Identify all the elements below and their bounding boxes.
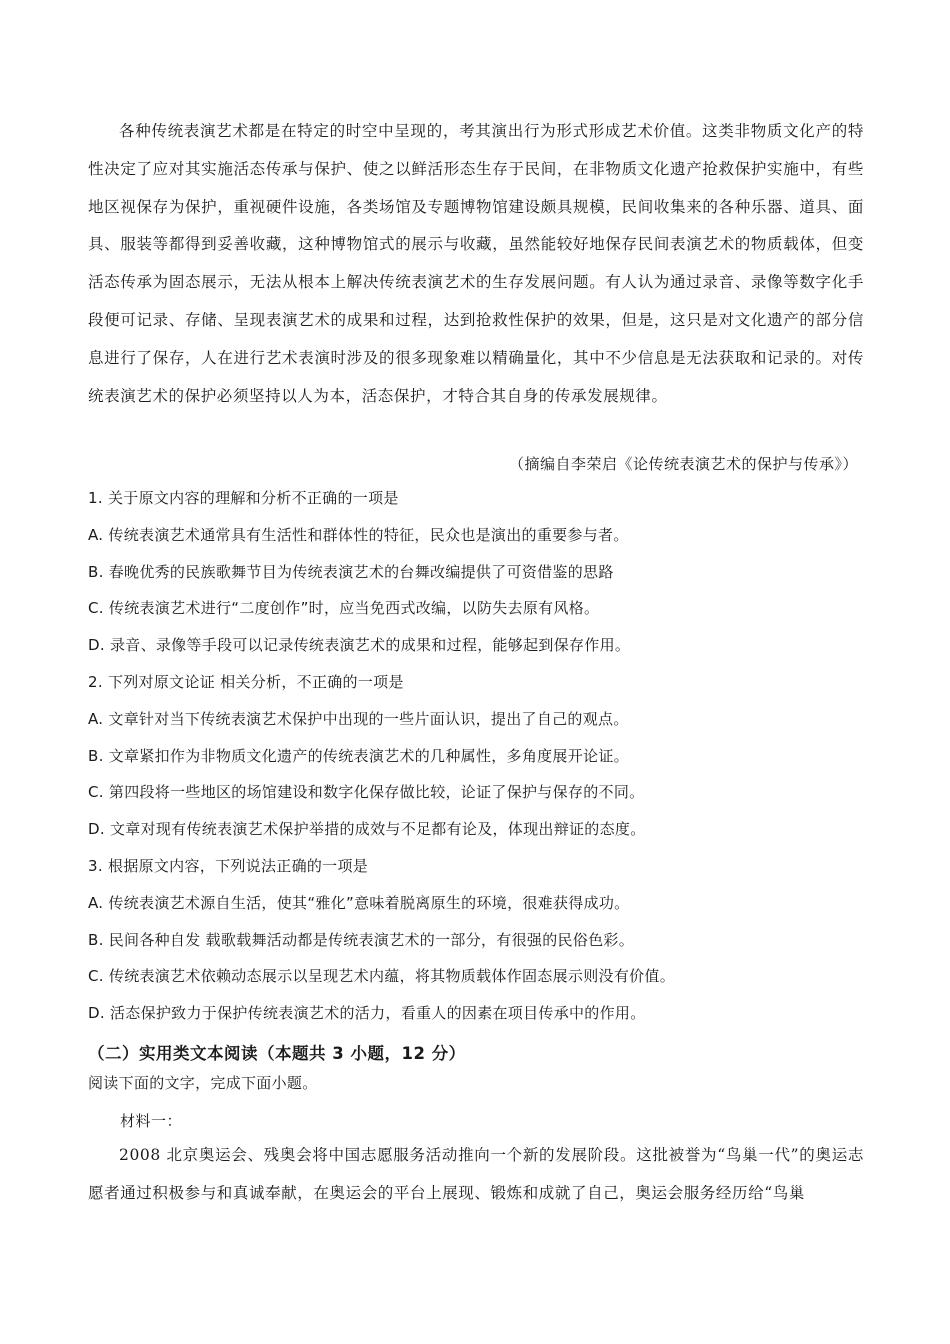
question-list (88, 485, 878, 1037)
question-3-option-c[interactable]: C. 传统表演艺术依赖动态展示以呈现艺术内蕴，将其物质载体作固态展示则没有价值。 (88, 967, 676, 986)
question-1-option-d[interactable]: D. 录音、录像等手段可以记录传统表演艺术的成果和过程，能够起到保存作用。 (88, 636, 631, 655)
question-3-stem: 3. 根据原文内容，下列说法正确的一项是 (88, 856, 369, 875)
material-paragraph: 2008 北京奥运会、残奥会将中国志愿服务活动推向一个新的发展阶段。这批被誉为“鸟巢一代”的奥运志愿者通过积极参与和真诚奉献，在奥运会的平台上展现、锻炼和成就了自己，奥运会服务经历给“鸟巢 (88, 1146, 864, 1202)
question-3-option-b[interactable]: B. 民间各种自发 载歌载舞活动都是传统表演艺术的一部分，有很强的民俗色彩。 (88, 930, 634, 949)
passage-paragraph: 各种传统表演艺术都是在特定的时空中呈现的，考其演出行为形式形成艺术价值。这类非物质文化产的特性决定了应对其实施活态传承与保护、使之以鲜活形态生存于民间，在非物质文化遗产抢救保护实施中，有些地区视保存为保护，重视硬件设施，各类场馆及专题博物馆建设颇具规模，民间收集来的各种乐器、道具、面具、服装等都得到妥善收藏，这种博物馆式的展示与收藏，虽然能较好地保存民间表演艺术的物质载体，但变活态传承为固态展示，无法从根本上解决传统表演艺术的生存发展问题。有人认为通过录音、录像等数字化手段便可记录、存储、呈现表演艺术的成果和过程，达到抢救性保护的效果，但是，这只是对文化遗产的部分信息进行了保存，人在进行艺术表演时涉及的很多现象难以精确量化，其中不少信息是无法获取和记录的。对传统表演艺术的保护必须坚持以人为本，活态保护，才特合其自身的传承发展规律。 (88, 122, 864, 405)
question-2-stem: 2. 下列对原文论证 相关分析，不正确的一项是 (88, 672, 404, 691)
question-1-option-c[interactable]: C. 传统表演艺术进行“二度创作”时，应当免西式改编，以防失去原有风格。 (88, 599, 600, 618)
question-3-option-d[interactable]: D. 活态保护致力于保护传统表演艺术的活力，看重人的因素在项目传承中的作用。 (88, 1004, 646, 1023)
question-2-option-b[interactable]: B. 文章紧扣作为非物质文化遗产的传统表演艺术的几种属性，多角度展开论证。 (88, 746, 629, 765)
question-2-option-d[interactable]: D. 文章对现有传统表演艺术保护举措的成效与不足都有论及，体现出辩证的态度。 (88, 820, 646, 839)
section-instruction: 阅读下面的文字，完成下面小题。 (88, 1074, 318, 1092)
question-2-option-c[interactable]: C. 第四段将一些地区的场馆建设和数字化保存做比较，论证了保护与保存的不同。 (88, 783, 645, 802)
question-1-stem: 1. 关于原文内容的理解和分析不正确的一项是 (88, 489, 399, 507)
passage-source: （摘编自李荣启《论传统表演艺术的保护与传承》） (508, 455, 858, 473)
question-1-option-a[interactable]: A. 传统表演艺术通常具有生活性和群体性的特征，民众也是演出的重要参与者。 (88, 525, 629, 544)
section-title: （二）实用类文本阅读（本题共 3 小题，12 分） (88, 1044, 466, 1063)
material-label: 材料一： (120, 1112, 183, 1130)
question-3-option-a[interactable]: A. 传统表演艺术源自生活，使其“雅化”意味着脱离原生的环境，很难获得成功。 (88, 893, 630, 912)
question-1-option-b[interactable]: B. 春晚优秀的民族歌舞节目为传统表演艺术的台舞改编提供了可资借鉴的思路 (88, 562, 614, 581)
question-2-option-a[interactable]: A. 文章针对当下传统表演艺术保护中出现的一些片面认识，提出了自己的观点。 (88, 709, 629, 728)
